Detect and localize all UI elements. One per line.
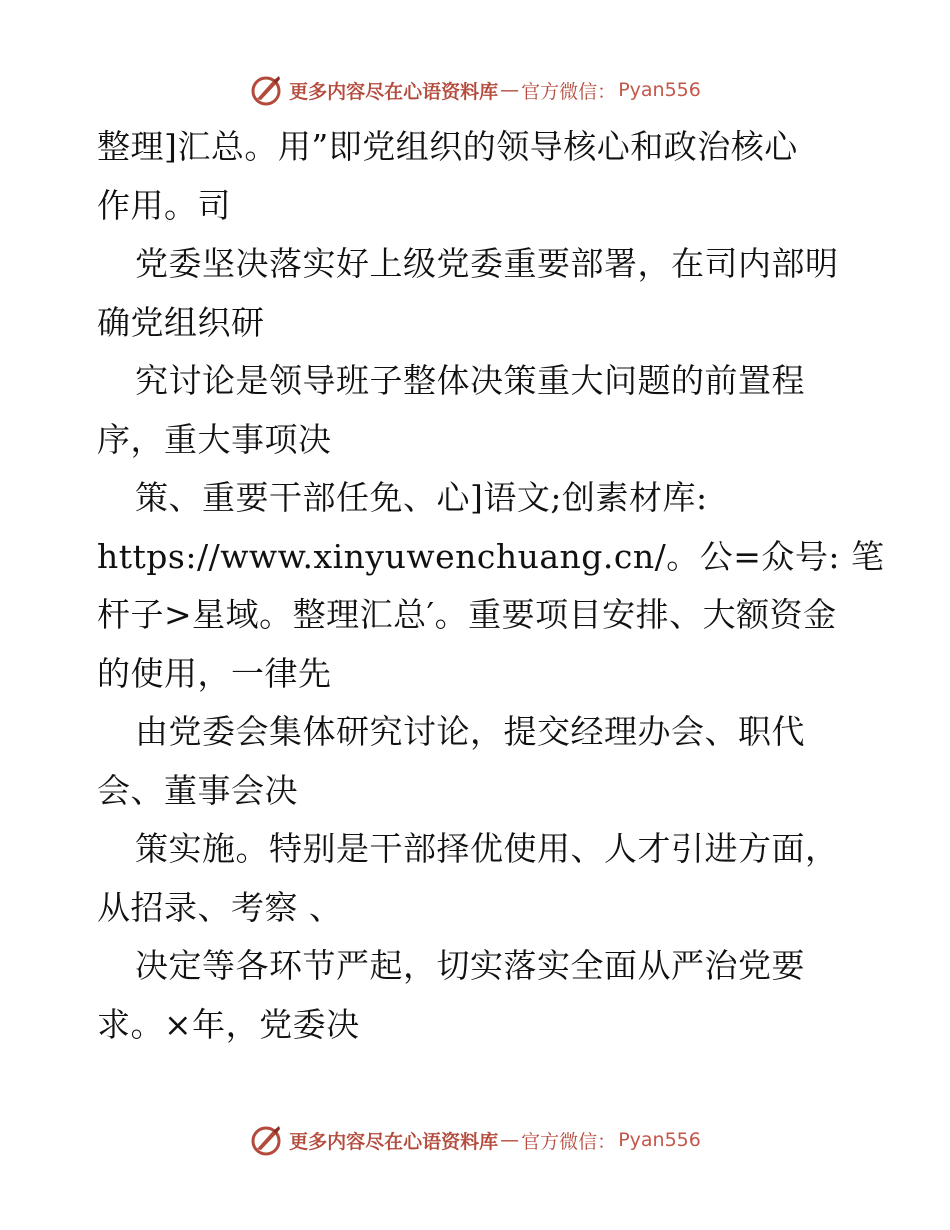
- footer-banner-main: 更多内容尽在心语资料库: [289, 1130, 499, 1153]
- text-line: 党委坚决落实好上级党委重要部署，在司内部明: [135, 244, 839, 283]
- text-line: 究讨论是领导班子整体决策重大问题的前置程: [135, 361, 805, 400]
- text-line: 由党委会集体研究讨论，提交经理办会、职代: [135, 712, 805, 751]
- text-line: https://www.xinyuwenchuang.cn/。公=众号: 笔: [97, 536, 885, 576]
- text-line: 整理]汇总。用”即党组织的领导核心和政治核心: [97, 127, 798, 166]
- text-line: 求。×年，党委决: [97, 1004, 360, 1044]
- document-body: [97, 118, 885, 1054]
- text-line: 杆子>星域。整理汇总′。重要项目安排、大额资金: [97, 595, 837, 634]
- footer-banner-wechat-label: 官方微信：: [521, 1130, 617, 1153]
- text-line: 会、董事会决: [97, 770, 298, 810]
- footer-banner-account: Pyan556: [618, 1129, 701, 1151]
- header-banner-text: [289, 77, 701, 104]
- header-banner-wechat-label: 官方微信：: [521, 80, 617, 103]
- text-line: 决定等各环节严起，切实落实全面从严治党要: [135, 946, 805, 985]
- text-line: 策、重要干部任免、心]语文;创素材库:: [135, 478, 708, 517]
- footer-banner: [0, 1120, 950, 1160]
- text-line: 确党组织研: [97, 302, 265, 342]
- text-line: 作用。司: [97, 185, 231, 225]
- text-line: 策实施。特别是干部择优使用、人才引进方面，: [135, 829, 839, 868]
- header-banner-dash: —: [500, 79, 520, 101]
- text-line: 的使用，一律先: [97, 653, 332, 693]
- footer-banner-dash: —: [500, 1129, 520, 1151]
- text-line: 序，重大事项决: [97, 419, 332, 459]
- header-banner: [0, 70, 950, 110]
- quill-pen-circle-icon: [249, 1123, 283, 1157]
- footer-banner-text: [289, 1127, 701, 1154]
- header-banner-main: 更多内容尽在心语资料库: [289, 80, 499, 103]
- text-line: 从招录、考察 、: [97, 887, 343, 927]
- quill-pen-circle-icon: [249, 73, 283, 107]
- header-banner-account: Pyan556: [618, 79, 701, 101]
